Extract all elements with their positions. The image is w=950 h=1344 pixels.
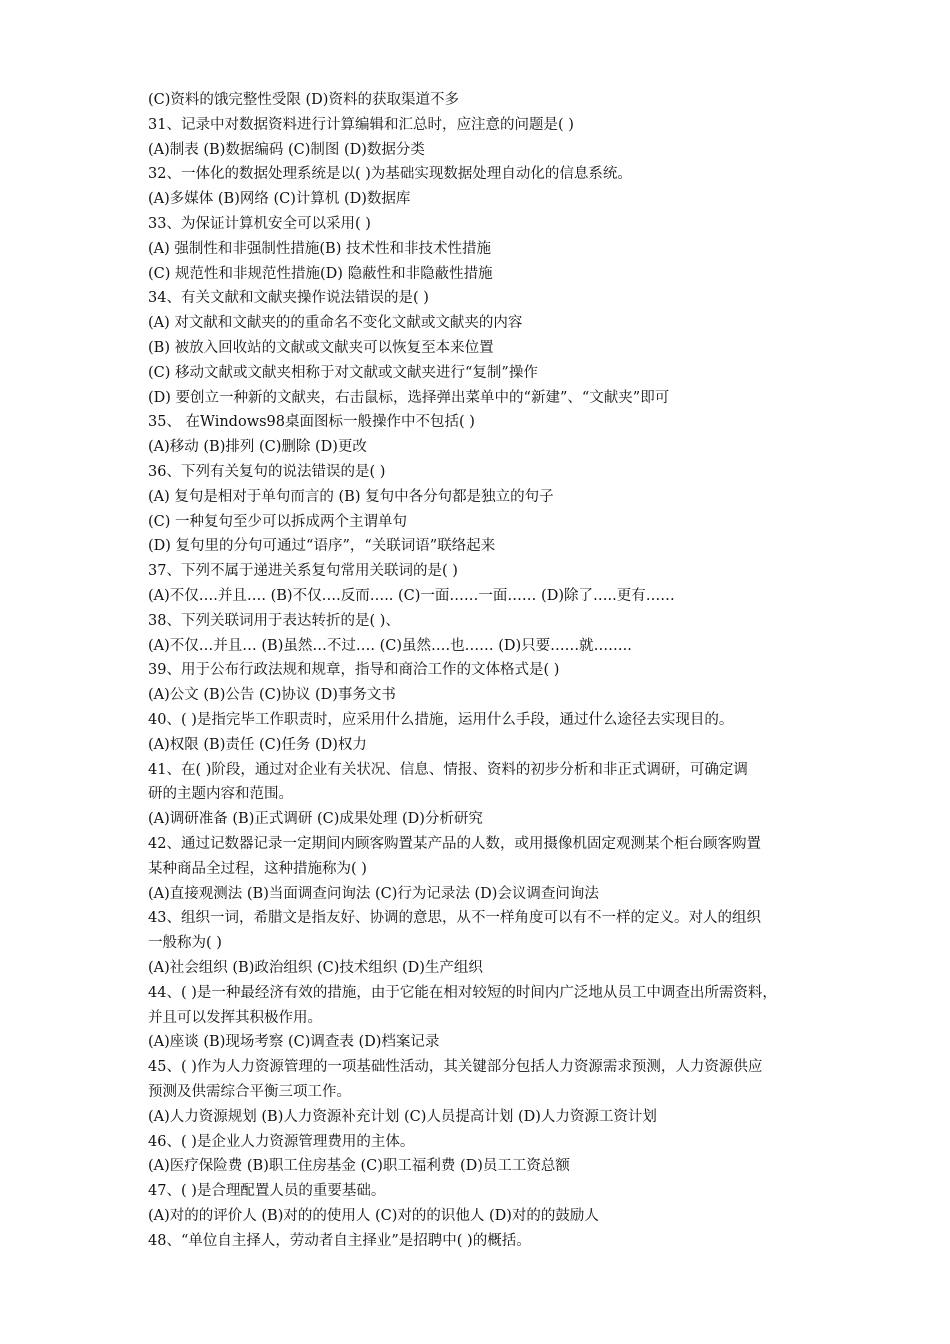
text-line: (A) 对文献和文献夹的的重命名不变化文献或文献夹的内容: [148, 315, 523, 332]
text-line: 34、有关文献和文献夹操作说法错误的是( ): [148, 290, 429, 307]
text-line: 32、一体化的数据处理系统是以( )为基础实现数据处理自动化的信息系统。: [148, 166, 632, 183]
text-line: (A)直接观测法 (B)当面调查问询法 (C)行为记录法 (D)会议调查问询法: [148, 885, 599, 902]
text-line: (A)对的的评价人 (B)对的的使用人 (C)对的的识他人 (D)对的的鼓励人: [148, 1208, 599, 1224]
text-line: (C)资料的饿完整性受限 (D)资料的获取渠道不多: [148, 92, 459, 108]
text-line: (A)不仅…并且… (B)虽然…不过…. (C)虽然….也…… (D)只要……就……..: [148, 637, 632, 654]
text-line: (A) 强制性和非强制性措施(B) 技术性和非技术性措施: [148, 240, 491, 257]
text-line: (A)医疗保险费 (B)职工住房基金 (C)职工福利费 (D)员工工资总额: [148, 1158, 570, 1175]
text-line: (A)不仅….并且…. (B)不仅….反而….. (C)一面……一面…… (D)除了…..更有……: [148, 588, 675, 604]
text-line: 38、下列关联词用于表达转折的是( )、: [148, 612, 400, 629]
text-line: 某种商品全过程，这种措施称为( ): [148, 860, 367, 877]
text-line: 44、( )是一种最经济有效的措施，由于它能在相对较短的时间内广泛地从员工中调查出所需资料，: [148, 984, 777, 1001]
text-line: (C) 一种复句至少可以拆成两个主谓单句: [148, 513, 408, 530]
text-line: (A)座谈 (B)现场考察 (C)调查表 (D)档案记录: [148, 1034, 440, 1051]
text-line: (C) 移动文献或文献夹相称于对文献或文献夹进行“复制”操作: [148, 364, 538, 381]
text-line: (A)人力资源规划 (B)人力资源补充计划 (C)人员提高计划 (D)人力资源工资计划: [148, 1108, 657, 1125]
text-line: (D) 复句里的分句可通过“语序”，“关联词语”联络起来: [148, 538, 496, 555]
text-line: 37、下列不属于递进关系复句常用关联词的是( ): [148, 563, 458, 580]
text-line: (B) 被放入回收站的文献或文献夹可以恢复至本来位置: [148, 340, 494, 356]
text-line: 41、在( )阶段，通过对企业有关状况、信息、情报、资料的初步分析和非正式调研，可确定调: [148, 761, 748, 778]
text-line: 45、( )作为人力资源管理的一项基础性活动，其关键部分包括人力资源需求预测，人力资源供应: [148, 1059, 763, 1076]
text-line: (A)公文 (B)公告 (C)协议 (D)事务文书: [148, 687, 396, 704]
text-line: 36、下列有关复句的说法错误的是( ): [148, 464, 386, 480]
text-line: 46、( )是企业人力资源管理费用的主体。: [148, 1133, 415, 1150]
text-line: 33、为保证计算机安全可以采用( ): [148, 216, 371, 232]
text-line: (A)社会组织 (B)政治组织 (C)技术组织 (D)生产组织: [148, 960, 483, 976]
text-line: (A)制表 (B)数据编码 (C)制图 (D)数据分类: [148, 141, 425, 158]
text-line: 预测及供需综合平衡三项工作。: [148, 1084, 351, 1100]
text-line: (D) 要创立一种新的文献夹，右击鼠标，选择弹出菜单中的“新建”、“文献夹”即可: [148, 389, 670, 406]
text-line: (A)权限 (B)责任 (C)任务 (D)权力: [148, 736, 367, 753]
text-line: (A)多媒体 (B)网络 (C)计算机 (D)数据库: [148, 191, 411, 208]
text-line: 40、( )是指完毕工作职责时，应采用什么措施，运用什么手段，通过什么途径去实现目的。: [148, 712, 734, 728]
text-line: 42、通过记数器记录一定期间内顾客购置某产品的人数，或用摄像机固定观测某个柜台顾客购置: [148, 836, 761, 852]
text-line: 并且可以发挥其积极作用。: [148, 1009, 322, 1026]
text-line: 39、用于公布行政法规和规章，指导和商洽工作的文体格式是( ): [148, 662, 560, 679]
text-line: 48、“单位自主择人，劳动者自主择业”是招聘中( )的概括。: [148, 1232, 531, 1249]
text-line: 研的主题内容和范围。: [148, 786, 293, 803]
text-line: (A) 复句是相对于单句而言的 (B) 复句中各分句都是独立的句子: [148, 488, 554, 505]
text-line: 31、记录中对数据资料进行计算编辑和汇总时，应注意的问题是( ): [148, 116, 574, 133]
text-line: 一般称为( ): [148, 935, 222, 952]
text-line: (A)移动 (B)排列 (C)删除 (D)更改: [148, 439, 367, 456]
text-line: 47、( )是合理配置人员的重要基础。: [148, 1183, 386, 1200]
text-line: (A)调研准备 (B)正式调研 (C)成果处理 (D)分析研究: [148, 811, 483, 828]
text-line: 35、 在Windows98桌面图标一般操作中不包括( ): [148, 414, 475, 431]
text-line: 43、组织一词，希腊文是指友好、协调的意思，从不一样角度可以有不一样的定义。对人的组织: [148, 910, 761, 927]
text-line: (C) 规范性和非规范性措施(D) 隐蔽性和非隐蔽性措施: [148, 265, 493, 282]
